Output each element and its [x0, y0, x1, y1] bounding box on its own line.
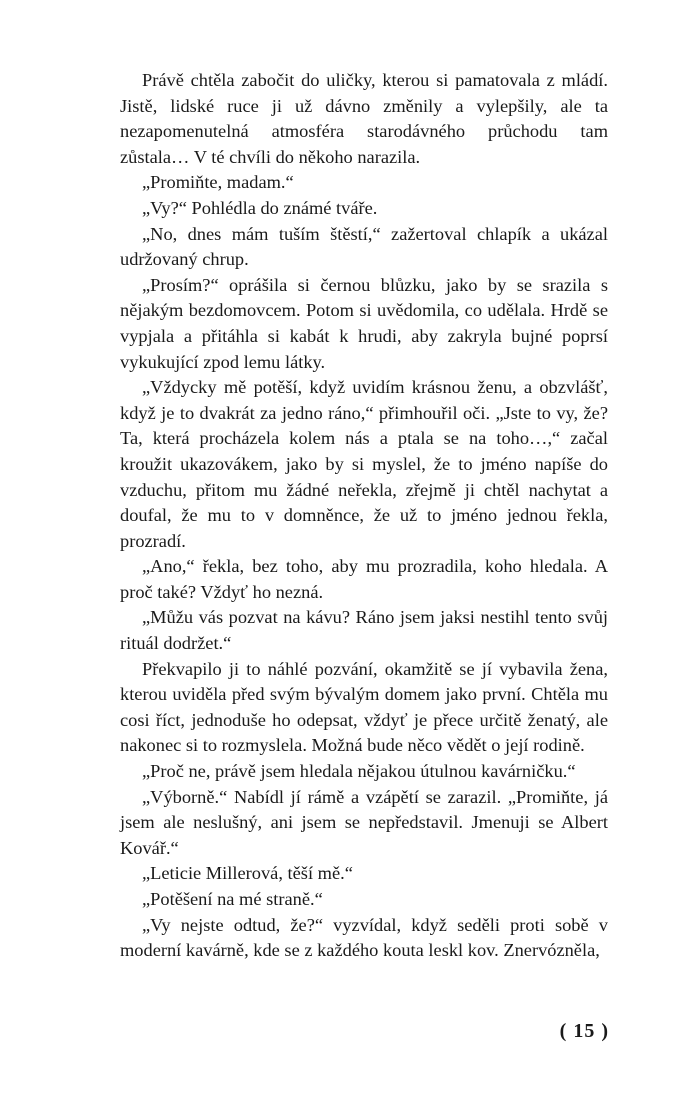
- paragraph: „Vy nejste odtud, že?“ vyzvídal, když seděli proti sobě v moderní kavárně, kde se z každého kouta leskl kov. Znervózněla,: [120, 914, 608, 961]
- paragraph: „Potěšení na mé straně.“: [142, 889, 323, 909]
- body-text: [120, 68, 608, 964]
- paragraph: Právě chtěla zabočit do uličky, kterou si pamatovala z mládí. Jistě, lidské ruce ji už dávno změnily a vylepšily, ale ta nezapomenutelná atmosféra starodávného průchodu tam zůstala… V té chvíli do někoho narazila.: [120, 70, 608, 167]
- page-number-value: 15: [573, 1020, 596, 1042]
- paragraph: „Leticie Millerová, těší mě.“: [142, 863, 353, 884]
- paragraph: „Výborně.“ Nabídl jí rámě a vzápětí se zarazil. „Promiňte, já jsem ale neslušný, ani jsem se nepředstavil. Jmenuji se Albert Kovář.“: [120, 786, 608, 858]
- page-number-open-paren: (: [559, 1020, 568, 1042]
- paragraph: „Proč ne, právě jsem hledala nějakou útulnou kavárničku.“: [142, 761, 576, 782]
- paragraph: „Promiňte, madam.“: [142, 172, 294, 193]
- paragraph: „No, dnes mám tuším štěstí,“ zažertoval chlapík a ukázal udržovaný chrup.: [120, 223, 608, 270]
- paragraph: „Ano,“ řekla, bez toho, aby mu prozradila, koho hledala. A proč také? Vždyť ho nezná.: [120, 556, 608, 602]
- paragraph: „Vy?“ Pohlédla do známé tváře.: [142, 197, 378, 218]
- page-number-close-paren: ): [601, 1020, 609, 1042]
- paragraph: „Můžu vás pozvat na kávu? Ráno jsem jaksi nestihl tento svůj rituál dodržet.“: [120, 607, 608, 654]
- page-number: [560, 1020, 609, 1043]
- paragraph: „Vždycky mě potěší, když uvidím krásnou ženu, a obzvlášť, když je to dvakrát za jedno ráno,“ přimhouřil oči. „Jste to vy, že? Ta, která procházela kolem nás a ptala se na toho…,“ začal kroužit ukazovákem, jako by si myslel, že to jméno napíše do vzduchu, přitom mu žádné neřekla, zřejmě ji chtěl nachytat a doufal, že mu to v domněnce, že už to jméno jednou řekla, prozradí.: [120, 377, 608, 551]
- paragraph: Překvapilo ji to náhlé pozvání, okamžitě se jí vybavila žena, kterou uviděla před svým bývalým domem jako první. Chtěla mu cosi říct, jednoduše ho odepsat, vždyť je přece určitě ženatý, ale nakonec si to rozmyslela. Možná bude něco vědět o její rodině.: [120, 658, 608, 756]
- paragraph: „Prosím?“ oprášila si černou blůzku, jako by se srazila s nějakým bezdomovcem. Potom si uvědomila, co udělala. Hrdě se vypjala a přitáhla si kabát k hrudi, aby zakryla bujné poprsí vykukující zpod lemu látky.: [120, 274, 608, 372]
